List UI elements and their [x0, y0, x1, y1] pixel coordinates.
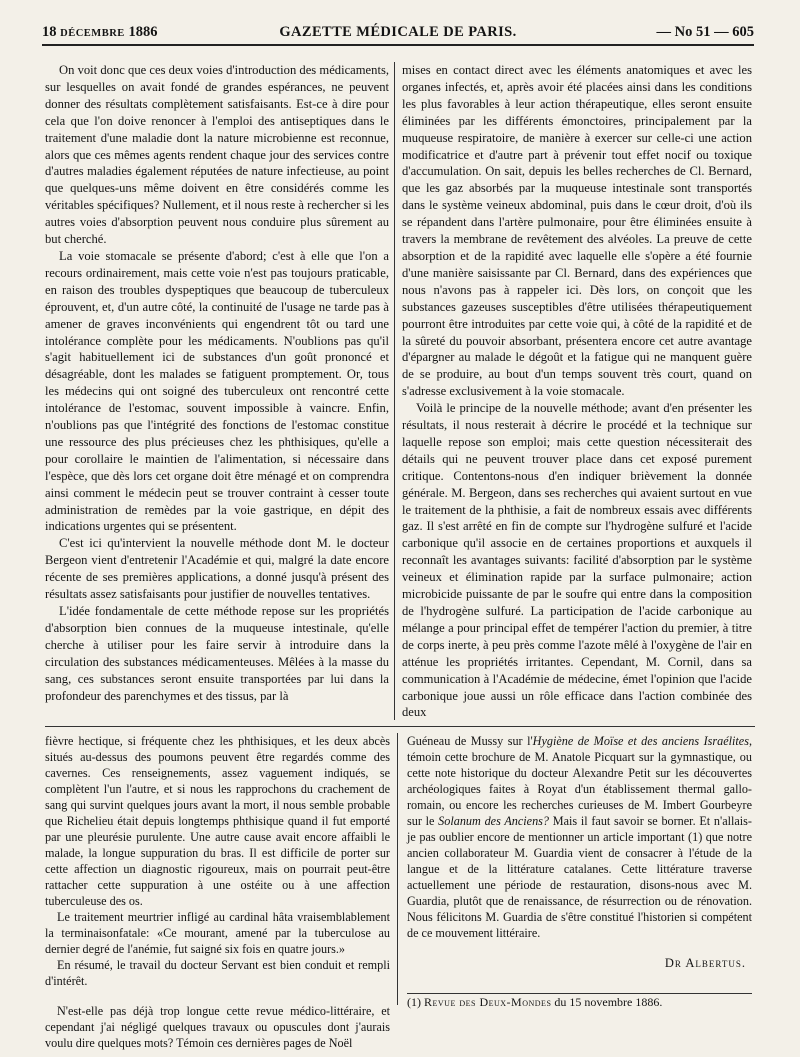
paragraph: C'est ici qu'intervient la nouvelle méthode dont M. le docteur Bergeon vient d'entretenir l'Académie et qui, malgré la date encore récente de ses premières applications, a donné jusqu'à présent des résultats assez satisfaisants pour justifier de nouvelles tentatives.	[45, 536, 389, 602]
feuilleton-section	[45, 733, 757, 1050]
feuilleton-column-left	[45, 733, 390, 1050]
column-divider	[397, 733, 398, 1005]
header-year: 1886	[128, 24, 158, 40]
italic-title: Hygiène de Moïse et des anciens Israélites	[532, 734, 749, 748]
column-divider	[394, 62, 395, 720]
text-run: Guéneau de Mussy sur l'	[407, 734, 533, 748]
journal-title: GAZETTE MÉDICALE DE PARIS.	[279, 24, 517, 40]
paragraph: fièvre hectique, si fréquente chez les phthisiques, et les deux abcès situés au-dessus des poumons peuvent être regardés comme des cavernes. Ces renseignements, assez vaguement indiqués, se complètent l'un l'autre, et si nous les rapprochons du crachement de sang qui survint quelques jours avant la mort, il nous semble probable que Richelieu était depuis longtemps phthisique quand il fut emporté par une pleurésie purulente. Une autre cause avait encore affaibli le malade, la longue suppuration du bras. Il est difficile de porter sur cette affection un diagnostic rigoureux, mais on pourrait peut-être rattacher cette suppuration à une ostéite ou à une affection tuberculeuse des os.	[45, 734, 390, 908]
footnote-date: du 15 novembre 1886.	[554, 995, 663, 1009]
paragraph	[407, 733, 752, 941]
paragraph: Le traitement meurtrier infligé au cardinal hâta vraisemblablement la terminaisonfatale: «Ce mourant, amené par la tuberculose au dernier degré de l'anémie, fut saigné six fois en quatre jours.»	[45, 910, 390, 956]
main-article	[45, 62, 757, 720]
paragraph: En résumé, le travail du docteur Servant est bien conduit et rempli d'intérêt.	[45, 958, 390, 988]
text-run: , témoin cette brochure de M. Anatole Picquart sur la gymnastique, ou cette note historique du docteur Alexandre Petit sur les découvertes archéologiques faites à Royat d'un établissement thermal gallo-romain, ou encore les recherches curieuses de M. Imbert Gourbeyre sur le	[407, 734, 752, 828]
paragraph: Voilà le principe de la nouvelle méthode; avant d'en présenter les résultats, il nous resterait à décrire le procédé et la technique sur laquelle repose son emploi; mais cette question nécessiterait des détails qui ne peuvent trouver place dans cet exposé purement critique. Contentons-nous d'en indiquer brièvement la donnée générale. M. Bergeon, dans ses recherches qui avaient surtout en vue le traitement de la phthisie, a fait de nombreux essais avec différents gaz. Il s'est arrêté en fin de compte sur l'hydrogène sulfuré et l'acide carbonique qu'il associe en de certaines proportions et auxquels il reconnaît les avantages suivants: facilité d'absorption par le système veineux et élimination rapide par la surface pulmonaire; action microbicide puissante de par le soufre qui entre dans la composition de l'hydrogène sulfuré. La participation de l'acide carbonique au mélange a pour principal effet de tempérer l'action du premier, à titre de corps inerte, à peu près comme l'azote mêlé à l'oxygène de l'air en atténue les propriétés irritantes. Cependant, M. Cornil, dans sa communication à l'Académie de médecine, émet l'opinion que l'acide carbonique joue aussi un rôle efficace dans l'action combinée des deux	[402, 401, 752, 720]
article-column-left	[45, 62, 389, 720]
feuilleton-column-right	[407, 733, 752, 1033]
page-header	[42, 22, 754, 46]
footnote-mark: (1)	[407, 995, 421, 1009]
section-divider	[45, 726, 755, 727]
text-run: Mais il faut savoir se borner. Et n'allais-je pas oublier encore de mentionner un article important (1) que notre ancien collaborateur M. Guardia vient de consacrer à l'étude de la langue et de la littérature catalanes. Cette littérature traverse actuellement une période de restauration, disons-nous avec M. Guardia, plutôt que de renaissance, de résurrection ou de rénovation. Nous félicitons M. Guardia de s'être constitué l'historien si compétent de ce mouvement littéraire.	[407, 814, 752, 940]
issue-number: — No 51 — 605	[656, 24, 754, 40]
paragraph: mises en contact direct avec les éléments anatomiques et avec les organes infectés, et, après avoir été placées ainsi dans les conditions les plus favorables à leur action thérapeutique, elles seront ensuite éliminées par les différents émonctoires, principalement par la muqueuse respiratoire, de manière à exercer sur celle-ci une action modificatrice et d'autre part à prévenir tout effet nocif ou toxique d'accumulation. On sait, depuis les belles recherches de Cl. Bernard, que les gaz absorbés par la muqueuse intestinale sont transportés dans le système veineux abdominal, puis dans le cœur droit, d'où ils se répandent dans l'artère pulmonaire, pour être éliminées ensuite à travers la membrane de revêtement des alvéoles. La preuve de cette absorption et de la rapidité avec laquelle elle s'opère a été fournie d'une manière saisissante par Cl. Bernard, dans des expériences que nous n'avons pas à rappeler ici. Dès lors, on conçoit que les substances gazeuses susceptibles d'être utilisées thérapeutiquement pourront être introduites par cette voie qui, à côté de la rapidité et de la sûreté du pouvoir absorbant, présentera encore cet autre avantage d'épargner au malade le dégoût et la fatigue qui ne manquent guère de se produire, au bout d'un temps souvent très court, quand on s'adresse exclusivement à la voie stomacale.	[402, 63, 752, 399]
paragraph: On voit donc que ces deux voies d'introduction des médicaments, sur lesquelles on avait fondé de grandes espérances, ne peuvent donner des résultats complètement satisfaisants. Est-ce à dire pour cela que l'on doive renoncer à l'emploi des antiseptiques dans le traitement d'une maladie dont la nature microbienne est reconnue, alors que ces mêmes agents rendent chaque jour des services contre d'autres maladies également réputées de nature infectieuse, au point que quelques-uns même doivent en être considérés comme les véritables spécifiques? Nullement, et il nous reste à rechercher si les autres voies d'absorption peuvent nous conduire plus sûrement au but cherché.	[45, 63, 389, 247]
paragraph: La voie stomacale se présente d'abord; c'est à elle que l'on a recours ordinairement, mais cette voie n'est pas toujours praticable, en raison des troubles dyspeptiques que beaucoup de tuberculeux éprouvent, et, d'un autre côté, la continuité de l'usage ne tarde pas à amener de graves inconvénients qui engendrent tôt ou tard une intolérance complète pour les médicaments. N'oublions pas qu'il s'agit habituellement ici de substances d'un goût prononcé et désagréable, dont les malades se fatiguent promptement. Or, tous les médecins qui ont soigné des tuberculeux ont rencontré cette intolérance de l'estomac, souvent impossible à vaincre. Enfin, n'oublions pas que l'intégrité des fonctions de l'estomac constitue une ressource des plus précieuses chez les phthisiques, qu'elle a pour corollaire le maintien de l'alimentation, si nécessaire dans l'espèce, que dès lors cet organe doit être ménagé et on comprendra ainsi comment le médecin peut se trouver contraint à cesser toute administration de remèdes par la voie gastrique, en dépit des indications urgentes qui se présentent.	[45, 248, 389, 534]
article-column-right	[402, 62, 752, 720]
paragraph: N'est-elle pas déjà trop longue cette revue médico-littéraire, et cependant j'ai négligé quelques travaux ou opuscules dont j'aurais voulu dire quelques mots? Témoin ces dernières pages de Noël	[45, 1004, 390, 1050]
footnote-source: Revue des Deux-Mondes	[424, 995, 552, 1009]
paragraph: L'idée fondamentale de cette méthode repose sur les propriétés d'absorption bien connues de la muqueuse intestinale, qu'elle cherche à utiliser pour les faire servir à introduire dans la circulation des substances médicamenteuses. Mêlées à la masse du sang, ces substances seront ensuite transportées par lui dans la profondeur des parenchymes et des tissus, par là	[45, 604, 389, 703]
header-month: DÉCEMBRE	[60, 28, 125, 39]
header-day: 18	[42, 24, 57, 40]
italic-title: Solanum des Anciens?	[438, 814, 549, 828]
footnote	[407, 994, 752, 1010]
author-signature: Dr Albertus.	[664, 956, 746, 970]
